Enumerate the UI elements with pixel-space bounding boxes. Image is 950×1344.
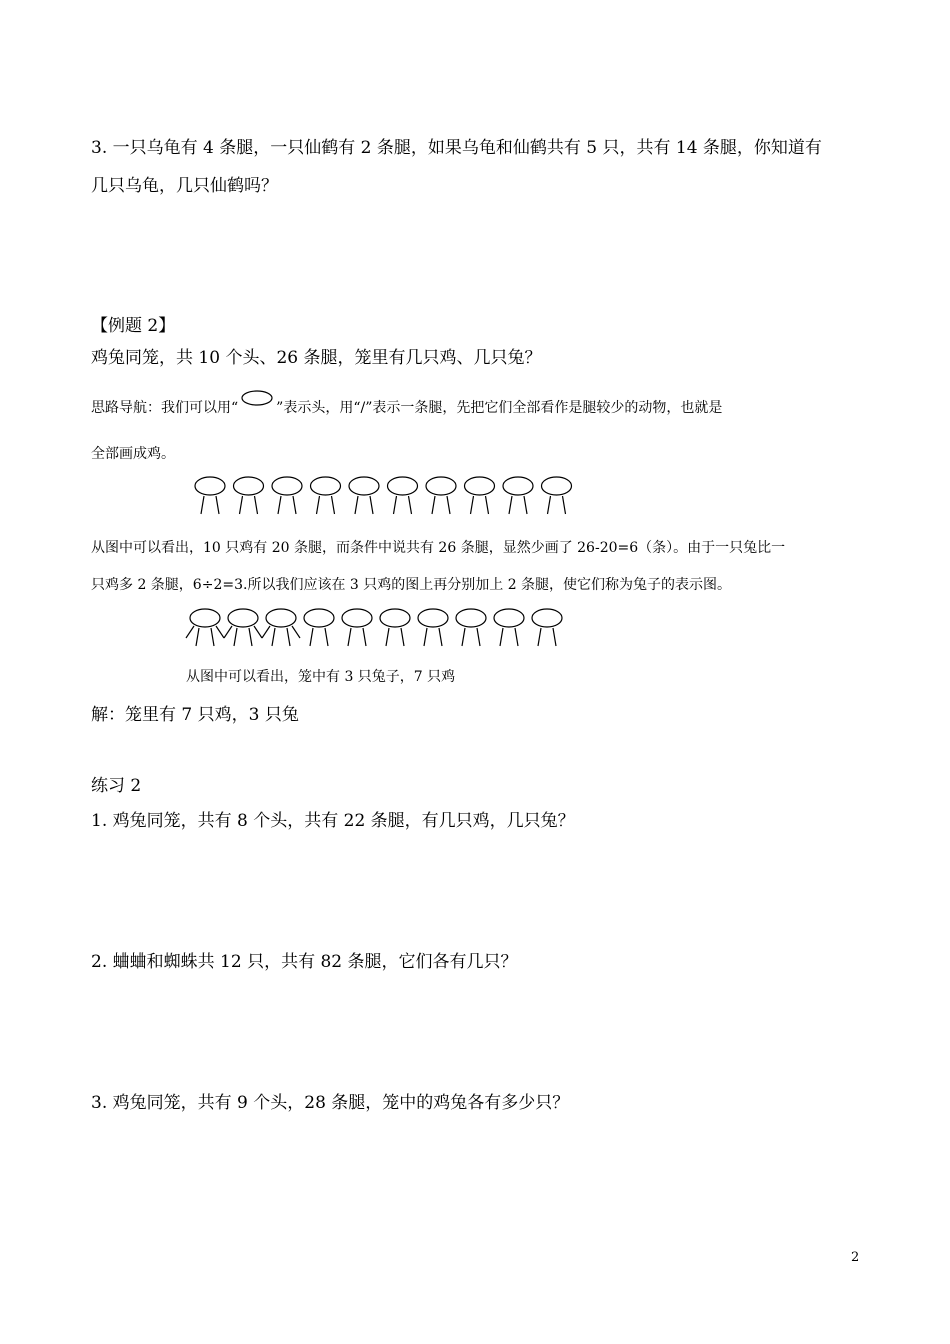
example2-explain-line2: 只鸡多 2 条腿，6÷2=3.所以我们应该在 3 只鸡的图上再分别加上 2 条腿，使它们称为兔子的表示图。 xyxy=(91,577,732,593)
example2-answer: 解：笼里有 7 只鸡，3 只兔 xyxy=(91,705,299,725)
chicken-icon xyxy=(494,609,524,646)
practice2-q2: 2. 蛐蛐和蜘蛛共 12 只，共有 82 条腿，它们各有几只？ xyxy=(91,952,518,972)
rabbit-icon xyxy=(224,609,262,646)
rabbit-icon xyxy=(186,609,224,646)
example2-hint-line2: 全部画成鸡。 xyxy=(91,446,175,462)
hint-suffix: ”表示头，用“/”表示一条腿，先把它们全部看作是腿较少的动物，也就是 xyxy=(276,400,723,416)
example2-hint-line1 xyxy=(91,390,722,417)
chicken-icon xyxy=(503,477,533,514)
practice2-q3: 3. 鸡兔同笼，共有 9 个头，28 条腿，笼中的鸡兔各有多少只？ xyxy=(91,1093,570,1113)
chicken-icon xyxy=(456,609,486,646)
chicken-icon xyxy=(272,477,302,514)
chicken-icon xyxy=(418,609,448,646)
chicken-icon xyxy=(380,609,410,646)
chicken-icon xyxy=(195,477,225,514)
page-number: 2 xyxy=(851,1250,860,1265)
chicken-icon xyxy=(532,609,562,646)
example2-question: 鸡兔同笼，共 10 个头、26 条腿，笼里有几只鸡、几只兔？ xyxy=(91,348,542,368)
rabbit-chicken-figure xyxy=(185,607,585,651)
practice2-q1: 1. 鸡兔同笼，共有 8 个头，共有 22 条腿，有几只鸡，几只兔？ xyxy=(91,811,575,831)
chicken-icon xyxy=(465,477,495,514)
hint-prefix: 思路导航：我们可以用“ xyxy=(91,400,239,416)
example2-explain-line1: 从图中可以看出，10 只鸡有 20 条腿，而条件中说共有 26 条腿，显然少画了 26-20=6（条）。由于一只兔比一 xyxy=(91,540,786,556)
chicken-icon xyxy=(234,477,264,514)
chicken-icon xyxy=(426,477,456,514)
example2-heading: 【例题 2】 xyxy=(91,316,176,336)
head-oval-icon xyxy=(240,390,274,406)
chicken-icon xyxy=(311,477,341,514)
exercise1-q3-line2: 几只乌龟，几只仙鹤吗？ xyxy=(91,176,278,196)
chicken-icon xyxy=(388,477,418,514)
chicken-figure-all xyxy=(192,475,582,519)
chicken-icon xyxy=(542,477,572,514)
exercise1-q3-line1: 3. 一只乌龟有 4 条腿，一只仙鹤有 2 条腿，如果乌龟和仙鹤共有 5 只，共有 14 条腿，你知道有 xyxy=(91,138,822,158)
chicken-icon xyxy=(349,477,379,514)
rabbit-icon xyxy=(262,609,300,646)
practice2-heading: 练习 2 xyxy=(91,776,142,796)
figure-caption: 从图中可以看出，笼中有 3 只兔子，7 只鸡 xyxy=(186,669,456,685)
chicken-icon xyxy=(342,609,372,646)
chicken-icon xyxy=(304,609,334,646)
